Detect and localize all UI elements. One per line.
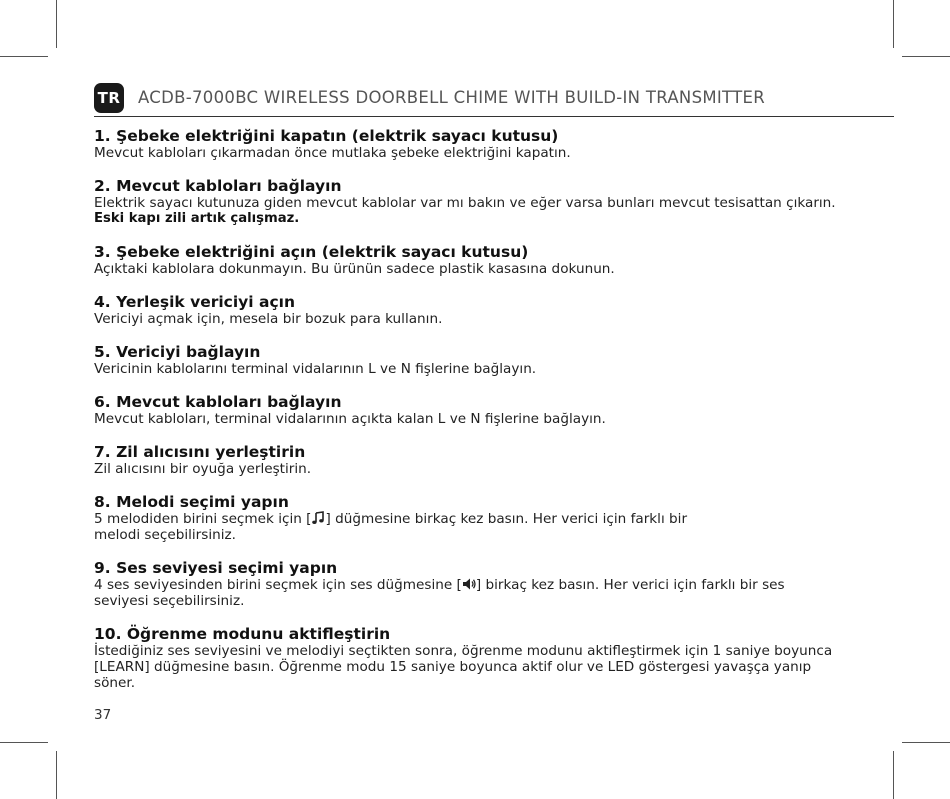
crop-mark [893,0,894,48]
step-text: Zil alıcısını bir oyuğa yerleştirin. [94,461,312,477]
header-divider [94,116,894,117]
crop-mark [56,0,57,48]
step-text: Vericiyi açmak için, mesela bir bozuk para kullanın. [94,311,443,327]
step-text [94,511,734,543]
step-text: İstediğiniz ses seviyesini ve melodiyi seçtikten sonra, öğrenme modunu aktifleştirmek için 1 saniye boyunca [LEARN] düğmesine basın. Öğrenme modu 15 saniye boyunca aktif olur ve LED göstergesi yavaşça yanıp söner. [94,643,833,691]
step-title: 4. Yerleşik vericiyi açın [94,293,295,311]
step-title: 6. Mevcut kabloları bağlayın [94,393,342,411]
step-8 [94,493,854,543]
music-note-icon [311,511,325,525]
step-note: Eski kapı zili artık çalışmaz. [94,211,300,226]
step-title: 7. Zil alıcısını yerleştirin [94,443,306,461]
step-text: Mevcut kabloları çıkarmadan önce mutlaka şebeke elektriğini kapatın. [94,145,571,161]
step-text: Mevcut kabloları, terminal vidalarının açıkta kalan L ve N fişlerine bağlayın. [94,411,606,427]
step-10 [94,625,854,691]
step-3 [94,243,854,277]
step-5 [94,343,854,377]
step-title: 1. Şebeke elektriğini kapatın (elektrik sayacı kutusu) [94,127,559,145]
step-7 [94,443,854,477]
step-2 [94,177,854,227]
step-text: Vericinin kablolarını terminal vidalarının L ve N fişlerine bağlayın. [94,361,537,377]
page-title: ACDB-7000BC WIRELESS DOORBELL CHIME WITH BUILD-IN TRANSMITTER [138,88,766,107]
step-4 [94,293,854,327]
crop-mark [0,56,48,57]
crop-mark [893,751,894,799]
step-text-after: ] düğmesine birkaç kez basın. Her verici için farklı bir melodi seçebilirsiniz. [94,511,688,543]
step-text [94,577,839,609]
language-badge: TR [94,83,124,113]
step-title: 2. Mevcut kabloları bağlayın [94,177,342,195]
crop-mark [902,56,950,57]
step-text-before: 4 ses seviyesinden birini seçmek için ses düğmesine [ [94,577,462,593]
step-title: 9. Ses seviyesi seçimi yapın [94,559,338,577]
step-text-after: ] birkaç kez basın. Her verici için farklı bir ses seviyesi seçebilirsiniz. [94,577,785,609]
step-9 [94,559,854,609]
crop-mark [902,742,950,743]
step-text: Açıktaki kablolara dokunmayın. Bu ürünün sadece plastik kasasına dokunun. [94,261,615,277]
step-title: 3. Şebeke elektriğini açın (elektrik sayacı kutusu) [94,243,529,261]
step-text-before: 5 melodiden birini seçmek için [ [94,511,312,527]
step-title: 10. Öğrenme modunu aktifleştirin [94,625,391,643]
instructions [94,127,854,707]
step-text: Elektrik sayacı kutunuza giden mevcut kablolar var mı bakın ve eğer varsa bunları mevcut tesisattan çıkarın. [94,195,836,211]
crop-mark [56,751,57,799]
step-1 [94,127,854,161]
speaker-icon [462,577,476,591]
step-title: 8. Melodi seçimi yapın [94,493,289,511]
step-6 [94,393,854,427]
crop-mark [0,742,48,743]
step-title: 5. Vericiyi bağlayın [94,343,261,361]
page-header [94,81,894,114]
page-number: 37 [94,707,112,723]
